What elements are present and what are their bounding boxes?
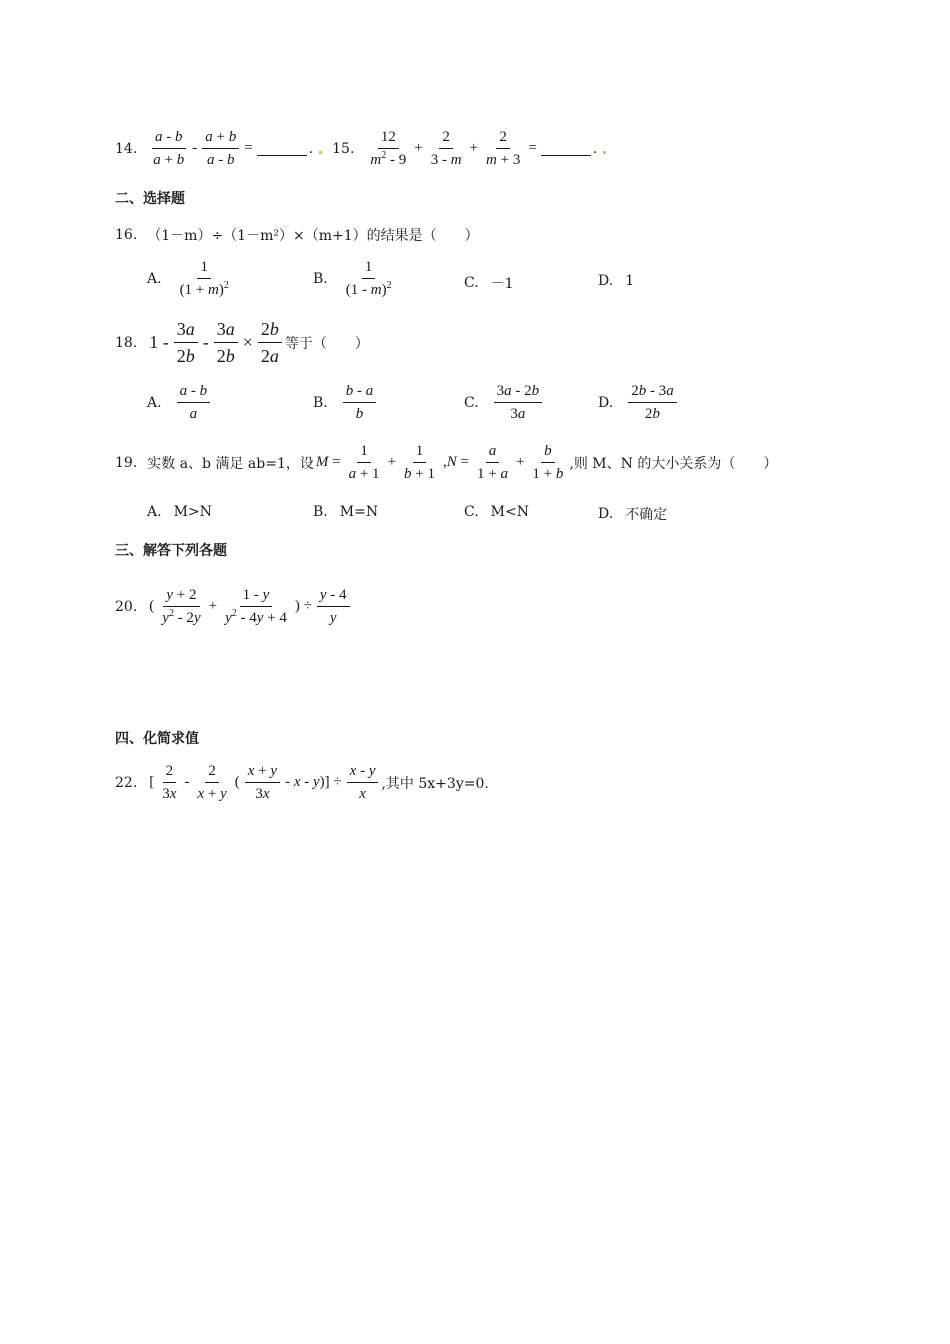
q19-choice-a: A. M>N	[147, 504, 212, 520]
fraction: $\frac{a - b}{a + b}$	[153, 129, 185, 168]
fraction: $\frac{2}{3 - m}$	[430, 129, 462, 168]
q15-number: 15.	[332, 140, 355, 157]
answer-blank	[541, 141, 591, 156]
q18-suffix: 等于（ ）	[284, 335, 369, 352]
section-heading-2: 二、选择题	[115, 191, 185, 207]
question-20: 20. ( $\frac{y + 2}{y^2 - 2y}$ + $\frac{1 - y}{y^2 - 4y + 4}$ ) ÷ $\frac{y - 4}{y}$	[115, 586, 353, 627]
q19-choice-b: B. M=N	[313, 504, 379, 520]
q18-choice-a: A. $\frac{a - b}{a}$	[147, 382, 213, 423]
q16-choice-a: A. $\frac{1}{(1 + m)^2}$	[147, 259, 229, 298]
q19-choice-c: C. M<N	[464, 504, 529, 520]
q19-prefix: 实数 a、b 满足 ab=1，设	[147, 455, 314, 472]
fraction: $\frac{2}{m + 3}$	[486, 129, 521, 168]
q16-choice-c: C. －1	[464, 275, 514, 292]
question-22: 22. [ $\frac{2}{3x}$ - $\frac{2}{x + y}$ ( $\frac{x + y}{3x}$ - x - y)] ÷ $\frac{x - y}{x}$ ,其中 5x+3y=0.	[115, 763, 489, 802]
question-19: 19. 实数 a、b 满足 ab=1，设 M = $\frac{1}{a + 1}$ + $\frac{1}{b + 1}$ ,N = $\frac{a}{1 + a}$ + $\frac{b}{1 + b}$ ,则 M、N 的大小关系为（ ）	[115, 443, 778, 482]
question-14-15: 14. $\frac{a - b}{a + b}$ - $\frac{a + b}{a - b}$ = . 15. $\frac{12}{m^2 - 9}$ + $\frac{2}{3 - m}$ + $\frac{2}{m + 3}$ = .	[115, 128, 612, 169]
question-16: 16. （1－m）÷（1－m²）×（m+1）的结果是（ ）	[115, 227, 479, 244]
equals: =	[528, 140, 537, 156]
q22-suffix: ,其中 5x+3y=0.	[381, 775, 489, 792]
q14-number: 14.	[115, 140, 138, 157]
equals: =	[244, 140, 253, 156]
q18-choice-d: D. $\frac{2b - 3a}{2b}$	[598, 382, 680, 423]
q18-choice-c: C. $\frac{3a - 2b}{3a}$	[464, 382, 545, 423]
section-heading-3: 三、解答下列各题	[115, 543, 227, 559]
q16-choice-b: B. $\frac{1}{(1 - m)^2}$	[313, 259, 392, 298]
answer-blank	[257, 141, 307, 156]
q16-choice-d: D. 1	[598, 273, 635, 289]
q19-choice-d: D. 不确定	[598, 506, 668, 523]
fraction: $\frac{a + b}{a - b}$	[202, 128, 239, 169]
question-18: 18. 1 - $\frac{3a}{2b}$ - $\frac{3a}{2b}$ × $\frac{2b}{2a}$ 等于（ ）	[115, 319, 369, 366]
dot-mark	[603, 151, 606, 154]
fraction: $\frac{12}{m^2 - 9}$	[370, 129, 407, 168]
q19-suffix: ,则 M、N 的大小关系为（ ）	[569, 455, 778, 472]
section-heading-4: 四、化简求值	[115, 731, 199, 747]
q16-text: （1－m）÷（1－m²）×（m+1）的结果是（ ）	[147, 228, 479, 244]
q18-choice-b: B. $\frac{b - a}{b}$	[313, 382, 379, 423]
dot-mark	[319, 151, 322, 154]
